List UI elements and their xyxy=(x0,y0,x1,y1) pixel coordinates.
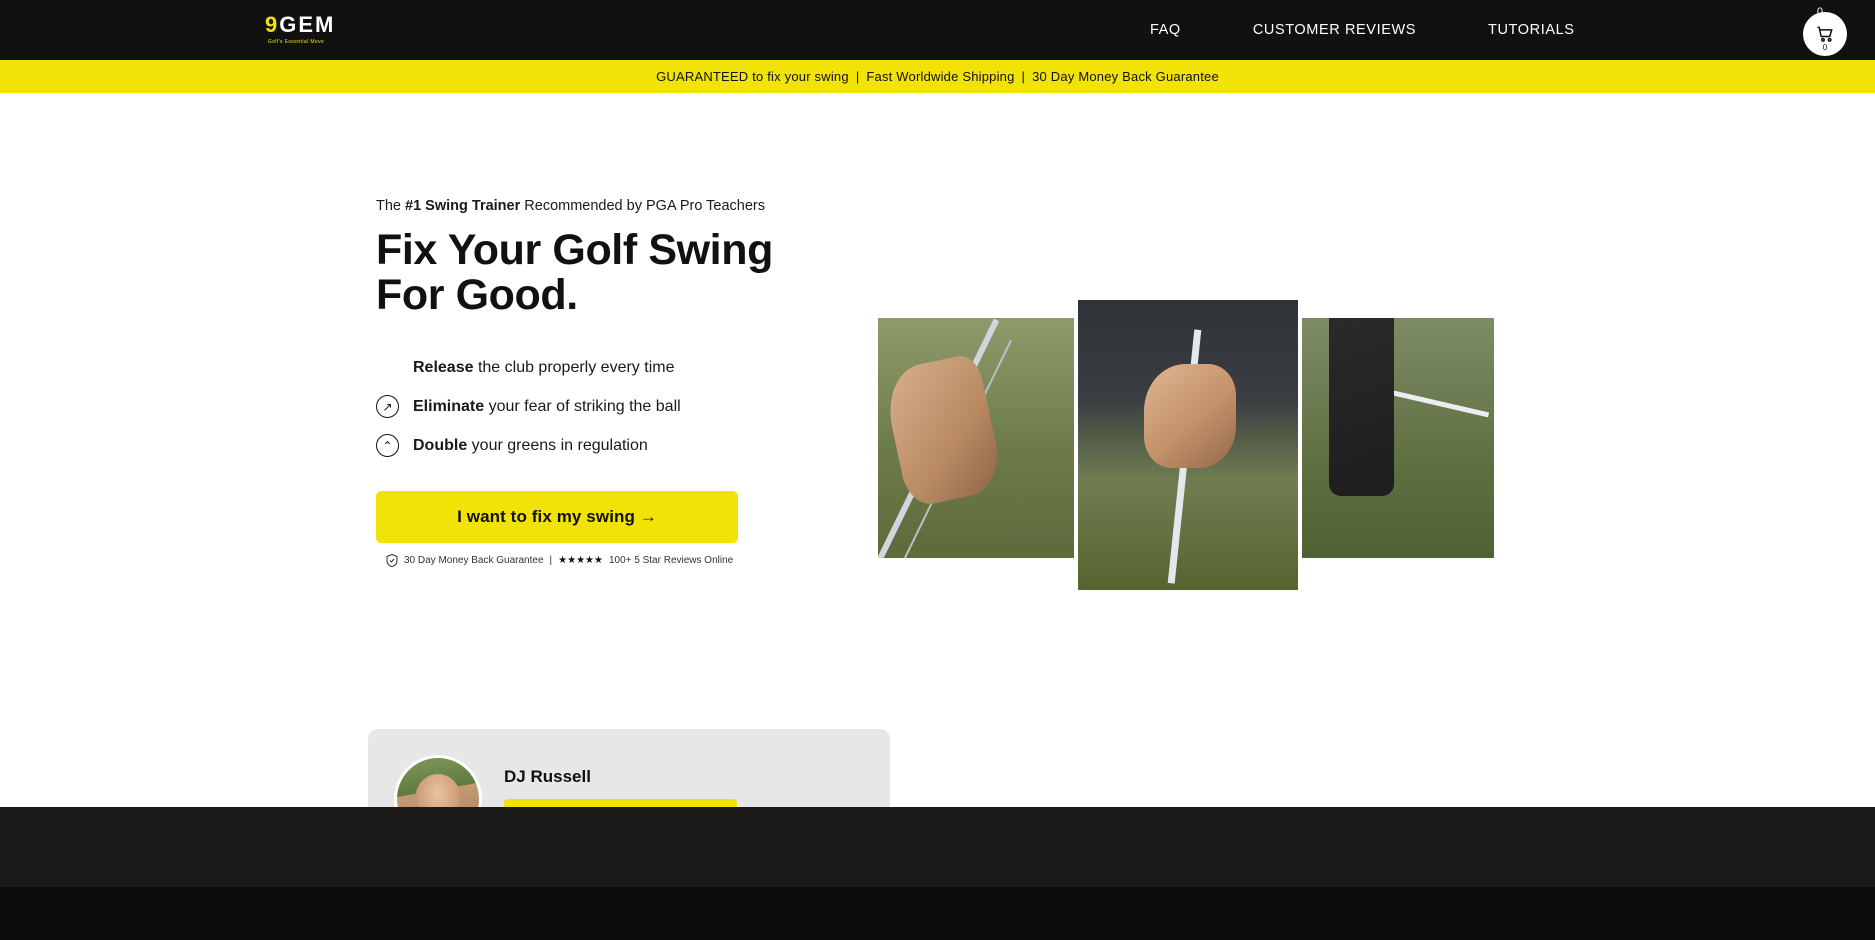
hero-eyebrow-pre: The xyxy=(376,198,406,214)
hero-eyebrow-bold: #1 Swing Trainer xyxy=(405,198,521,214)
benefit-item xyxy=(376,356,856,379)
site-logo[interactable] xyxy=(265,10,336,48)
golf-swing-photo-center xyxy=(1078,300,1298,590)
cart-glyph xyxy=(1815,24,1835,44)
nav-item-faq[interactable]: FAQ xyxy=(1150,22,1181,38)
footer-band-lower xyxy=(0,887,1875,940)
benefit-item xyxy=(376,434,856,457)
shield-check-icon xyxy=(386,554,398,567)
fix-my-swing-cta-button[interactable]: I want to fix my swing → xyxy=(376,491,738,543)
hero-eyebrow xyxy=(376,198,856,214)
logo-mark: 9 GEM xyxy=(265,11,336,37)
reviews-count-text: 100+ 5 Star Reviews Online xyxy=(608,555,734,567)
guarantee-separator: | xyxy=(549,555,553,567)
benefit-bold: Double xyxy=(413,436,468,454)
chevrons-up-circle-icon: ⌃ xyxy=(376,434,399,457)
logo-tagline: Golf's Essential Move xyxy=(267,38,325,45)
photo-left-content xyxy=(878,318,1074,558)
benefit-rest: your fear of striking the ball xyxy=(484,397,681,415)
benefit-text xyxy=(413,398,681,416)
hero-eyebrow-post: Recommended by PGA Pro Teachers xyxy=(520,198,766,214)
benefit-rest: the club properly every time xyxy=(473,358,675,376)
golf-swing-photo-right xyxy=(1302,318,1494,558)
arrow-up-right-circle-icon: ↗ xyxy=(376,395,399,418)
benefit-bold: Release xyxy=(413,358,474,376)
hero-copy xyxy=(376,198,856,567)
rating-stars: ★★★★★ xyxy=(558,555,603,567)
golf-swing-photo-left xyxy=(878,318,1074,558)
benefit-bold: Eliminate xyxy=(413,397,485,415)
announcement-separator-2: | xyxy=(1021,69,1026,84)
benefit-text xyxy=(413,359,674,377)
cart-count-inner: 0 xyxy=(1822,43,1828,52)
announcement-bar xyxy=(0,60,1875,93)
announcement-item-1: GUARANTEED to fix your swing xyxy=(656,69,849,84)
photo-center-content xyxy=(1078,300,1298,590)
bullet-icon-blank xyxy=(376,356,399,379)
hero-section xyxy=(0,93,1875,808)
guarantee-text: 30 Day Money Back Guarantee xyxy=(404,555,544,567)
announcement-item-3: 30 Day Money Back Guarantee xyxy=(1032,69,1219,84)
primary-nav xyxy=(1150,0,1575,60)
benefit-text xyxy=(413,437,648,455)
page-title xyxy=(376,228,856,318)
nav-item-customer-reviews[interactable]: CUSTOMER REVIEWS xyxy=(1252,22,1417,38)
hero-title-line-1: Fix Your Golf Swing xyxy=(376,226,773,274)
hero-title-line-2: For Good. xyxy=(376,271,578,320)
logo-text: GEM xyxy=(279,11,336,37)
cart-button[interactable] xyxy=(1795,6,1847,58)
announcement-item-2: Fast Worldwide Shipping xyxy=(866,69,1015,84)
benefit-list xyxy=(376,356,856,457)
guarantee-row xyxy=(376,554,856,567)
site-header xyxy=(0,0,1875,60)
shield-glyph xyxy=(386,554,398,567)
testimonial-author-name: DJ Russell xyxy=(504,767,591,786)
benefit-item xyxy=(376,395,856,418)
shopping-cart-icon[interactable] xyxy=(1803,12,1847,56)
photo-right-content xyxy=(1302,318,1494,558)
nav-item-tutorials[interactable]: TUTORIALS xyxy=(1488,22,1575,38)
benefit-rest: your greens in regulation xyxy=(467,436,648,454)
announcement-separator-1: | xyxy=(855,69,860,84)
